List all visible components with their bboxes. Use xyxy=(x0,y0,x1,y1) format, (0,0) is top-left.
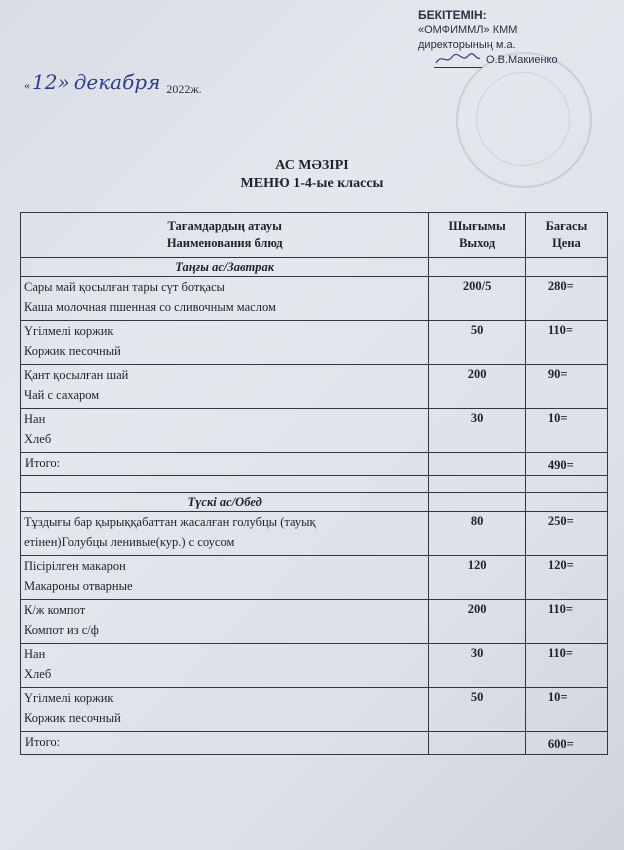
table-row: Нан Хлеб 30 10= xyxy=(21,409,608,453)
approval-signatory xyxy=(418,53,618,68)
header-price: Бағасы Цена xyxy=(525,213,607,258)
table-row: Тұздығы бар қырыққабаттан жасалған голубцы (тауық етінен)Голубцы ленивые(кур.) с соусом 80 250= xyxy=(21,512,608,556)
breakfast-total-row: Итого: 490= xyxy=(21,453,608,476)
lunch-total-row: Итого: 600= xyxy=(21,732,608,755)
menu-title-kz: АС МӘЗІРІ xyxy=(275,158,349,173)
table-row: Қант қосылған шай Чай с сахаром 200 90= xyxy=(21,365,608,409)
table-row: Үгілмелі коржик Коржик песочный 50 110= xyxy=(21,321,608,365)
approval-heading: БЕКІТЕМІН: xyxy=(418,8,487,22)
table-row: К/ж компот Компот из с/ф 200 110= xyxy=(21,600,608,644)
date-quote: « xyxy=(24,78,30,92)
table-row: Пісірілген макарон Макароны отварные 120 120= xyxy=(21,556,608,600)
date-year: 2022ж. xyxy=(166,82,202,96)
header-name: Тағамдардың атауы Наименования блюд xyxy=(21,213,429,258)
header-output: Шығымы Выход xyxy=(429,213,525,258)
approval-block xyxy=(418,8,618,68)
approval-organization: «ОМФИММЛ» КММ xyxy=(418,24,518,36)
approval-position: директорының м.а. xyxy=(418,39,516,51)
date-day: 12» xyxy=(32,70,70,94)
signatory-name: О.В.Макиенко xyxy=(486,54,558,66)
signature xyxy=(434,53,482,68)
date-month: декабря xyxy=(73,70,161,94)
document-date xyxy=(24,70,202,96)
empty-row xyxy=(21,476,608,493)
table-row: Сары май қосылған тары сүт ботқасы Каша молочная пшенная со сливочным маслом 200/5 280= xyxy=(21,277,608,321)
section-lunch: Түскі ас/Обед xyxy=(21,493,608,512)
section-breakfast: Таңғы ас/Завтрак xyxy=(21,258,608,277)
menu-table xyxy=(20,212,608,755)
table-row: Нан Хлеб 30 110= xyxy=(21,644,608,688)
menu-title-ru: МЕНЮ 1-4-ые классы xyxy=(240,176,384,191)
table-row: Үгілмелі коржик Коржик песочный 50 10= xyxy=(21,688,608,732)
table-header-row xyxy=(21,213,608,258)
